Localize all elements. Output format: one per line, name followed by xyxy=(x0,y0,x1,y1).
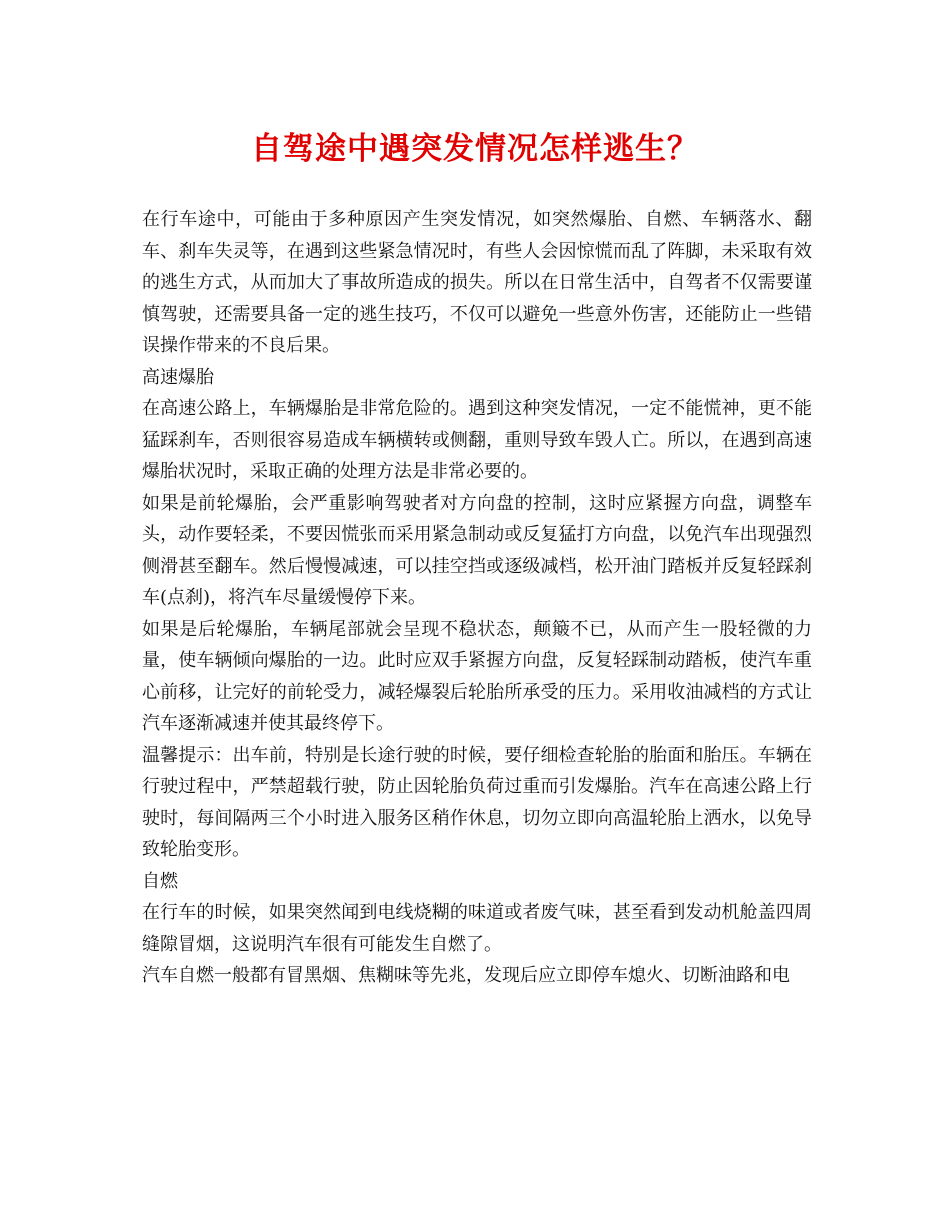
paragraph-ignition-signs: 在行车的时候，如果突然闻到电线烧糊的味道或者废气味，甚至看到发动机舱盖四周缝隙冒烟，这说明汽车很有可能发生自燃了。 xyxy=(142,902,812,955)
paragraph-blowout-danger: 在高速公路上，车辆爆胎是非常危险的。遇到这种突发情况，一定不能慌神，更不能猛踩刹车，否则很容易造成车辆横转或侧翻，重则导致车毁人亡。所以，在遇到高速爆胎状况时，采取正确的处理方法是非常必要的。 xyxy=(142,398,812,482)
paragraph-rear-tire: 如果是后轮爆胎，车辆尾部就会呈现不稳状态，颠簸不已，从而产生一股轻微的力量，使车辆倾向爆胎的一边。此时应双手紧握方向盘，反复轻踩制动踏板，使汽车重心前移，让完好的前轮受力，减轻爆裂后轮胎所承受的压力。采用收油减档的方式让汽车逐渐减速并使其最终停下。 xyxy=(142,618,812,734)
section-heading-tire-blowout: 高速爆胎 xyxy=(142,366,214,388)
section-heading-self-ignition: 自燃 xyxy=(142,870,178,892)
paragraph-front-tire: 如果是前轮爆胎，会严重影响驾驶者对方向盘的控制，这时应紧握方向盘，调整车头，动作要轻柔，不要因慌张而采用紧急制动或反复猛打方向盘，以免汽车出现强烈侧滑甚至翻车。然后慢慢减速，可以挂空挡或逐级减档，松开油门踏板并反复轻踩刹车(点刹)，将汽车尽量缓慢停下来。 xyxy=(142,492,812,608)
paragraph-ignition-action: 汽车自燃一般都有冒黑烟、焦糊味等先兆，发现后应立即停车熄火、切断油路和电 xyxy=(142,965,790,986)
paragraph-tip: 温馨提示：出车前，特别是长途行驶的时候，要仔细检查轮胎的胎面和胎压。车辆在行驶过程中，严禁超载行驶，防止因轮胎负荷过重而引发爆胎。汽车在高速公路上行驶时，每间隔两三个小时进入服务区稍作休息，切勿立即向高温轮胎上洒水，以免导致轮胎变形。 xyxy=(142,744,812,860)
paragraph-intro: 在行车途中，可能由于多种原因产生突发情况，如突然爆胎、自燃、车辆落水、翻车、刹车失灵等，在遇到这些紧急情况时，有些人会因惊慌而乱了阵脚，未采取有效的逃生方式，从而加大了事故所造成的损失。所以在日常生活中，自驾者不仅需要谨慎驾驶，还需要具备一定的逃生技巧，不仅可以避免一些意外伤害，还能防止一些错误操作带来的不良后果。 xyxy=(142,209,812,356)
page-title: 自驾途中遇突发情况怎样逃生？ xyxy=(251,131,699,167)
article-body xyxy=(142,204,812,992)
